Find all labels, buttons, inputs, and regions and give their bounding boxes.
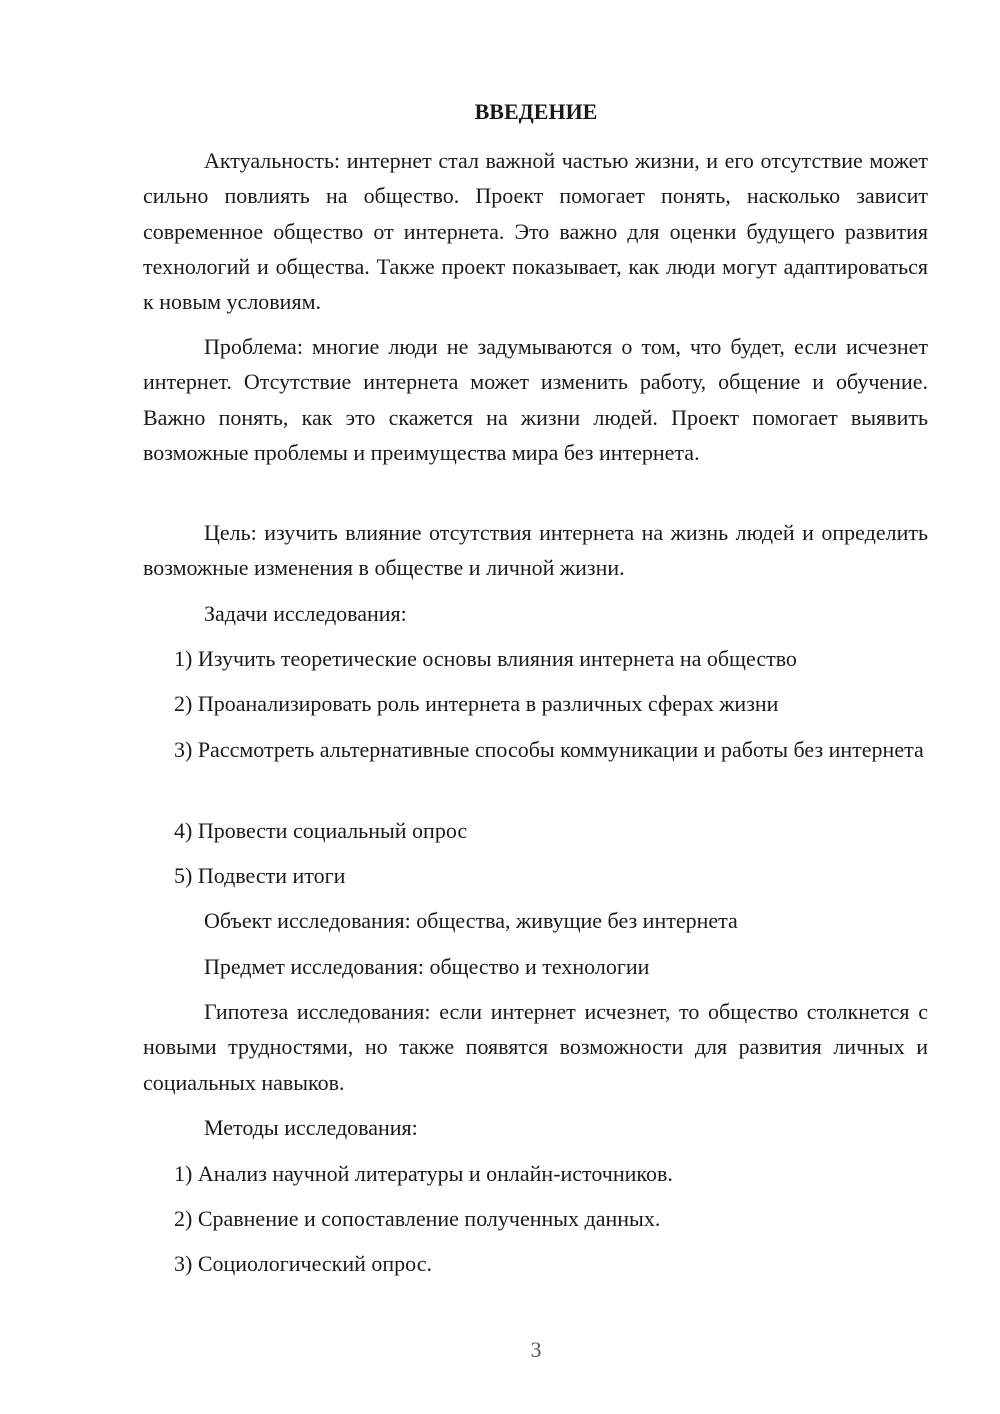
- object-paragraph: Объект исследования: общества, живущие без интернета: [204, 908, 738, 933]
- subject-paragraph: Предмет исследования: общество и технологии: [204, 954, 650, 979]
- section-title: ВВЕДЕНИЕ: [474, 99, 598, 124]
- relevance-paragraph: Актуальность: интернет стал важной частью жизни, и его отсутствие может сильно повлиять на общество. Проект помогает понять, насколько зависит современное общество от интернета. Это важно для оценки будущего развития технологий и общества. Также проект показывает, как люди могут адаптироваться к новым условиям.: [143, 148, 928, 315]
- problem-paragraph: Проблема: многие люди не задумываются о том, что будет, если исчезнет интернет. Отсутствие интернета может изменить работу, общение и обучение. Важно понять, как это скажется на жизни людей. Проект помогает выявить возможные проблемы и преимущества мира без интернета.: [143, 334, 928, 465]
- tasks-heading: Задачи исследования:: [204, 601, 407, 626]
- task-item-2: 2) Проанализировать роль интернета в различных сферах жизни: [174, 691, 779, 716]
- task-item-4: 4) Провести социальный опрос: [174, 818, 468, 843]
- page-number: 3: [530, 1337, 542, 1362]
- hypothesis-paragraph: Гипотеза исследования: если интернет исчезнет, то общество столкнется с новыми трудностями, но также появятся возможности для развития личных и социальных навыков.: [143, 999, 928, 1095]
- task-item-5: 5) Подвести итоги: [174, 863, 346, 888]
- methods-heading: Методы исследования:: [204, 1115, 418, 1140]
- method-item-1: 1) Анализ научной литературы и онлайн-источников.: [174, 1161, 673, 1186]
- goal-paragraph: Цель: изучить влияние отсутствия интернета на жизнь людей и определить возможные изменения в обществе и личной жизни.: [143, 520, 928, 581]
- task-item-3: 3) Рассмотреть альтернативные способы коммуникации и работы без интернета: [174, 737, 924, 762]
- method-item-2: 2) Сравнение и сопоставление полученных данных.: [174, 1206, 661, 1231]
- task-item-1: 1) Изучить теоретические основы влияния интернета на общество: [174, 646, 797, 671]
- method-item-3: 3) Социологический опрос.: [174, 1251, 432, 1276]
